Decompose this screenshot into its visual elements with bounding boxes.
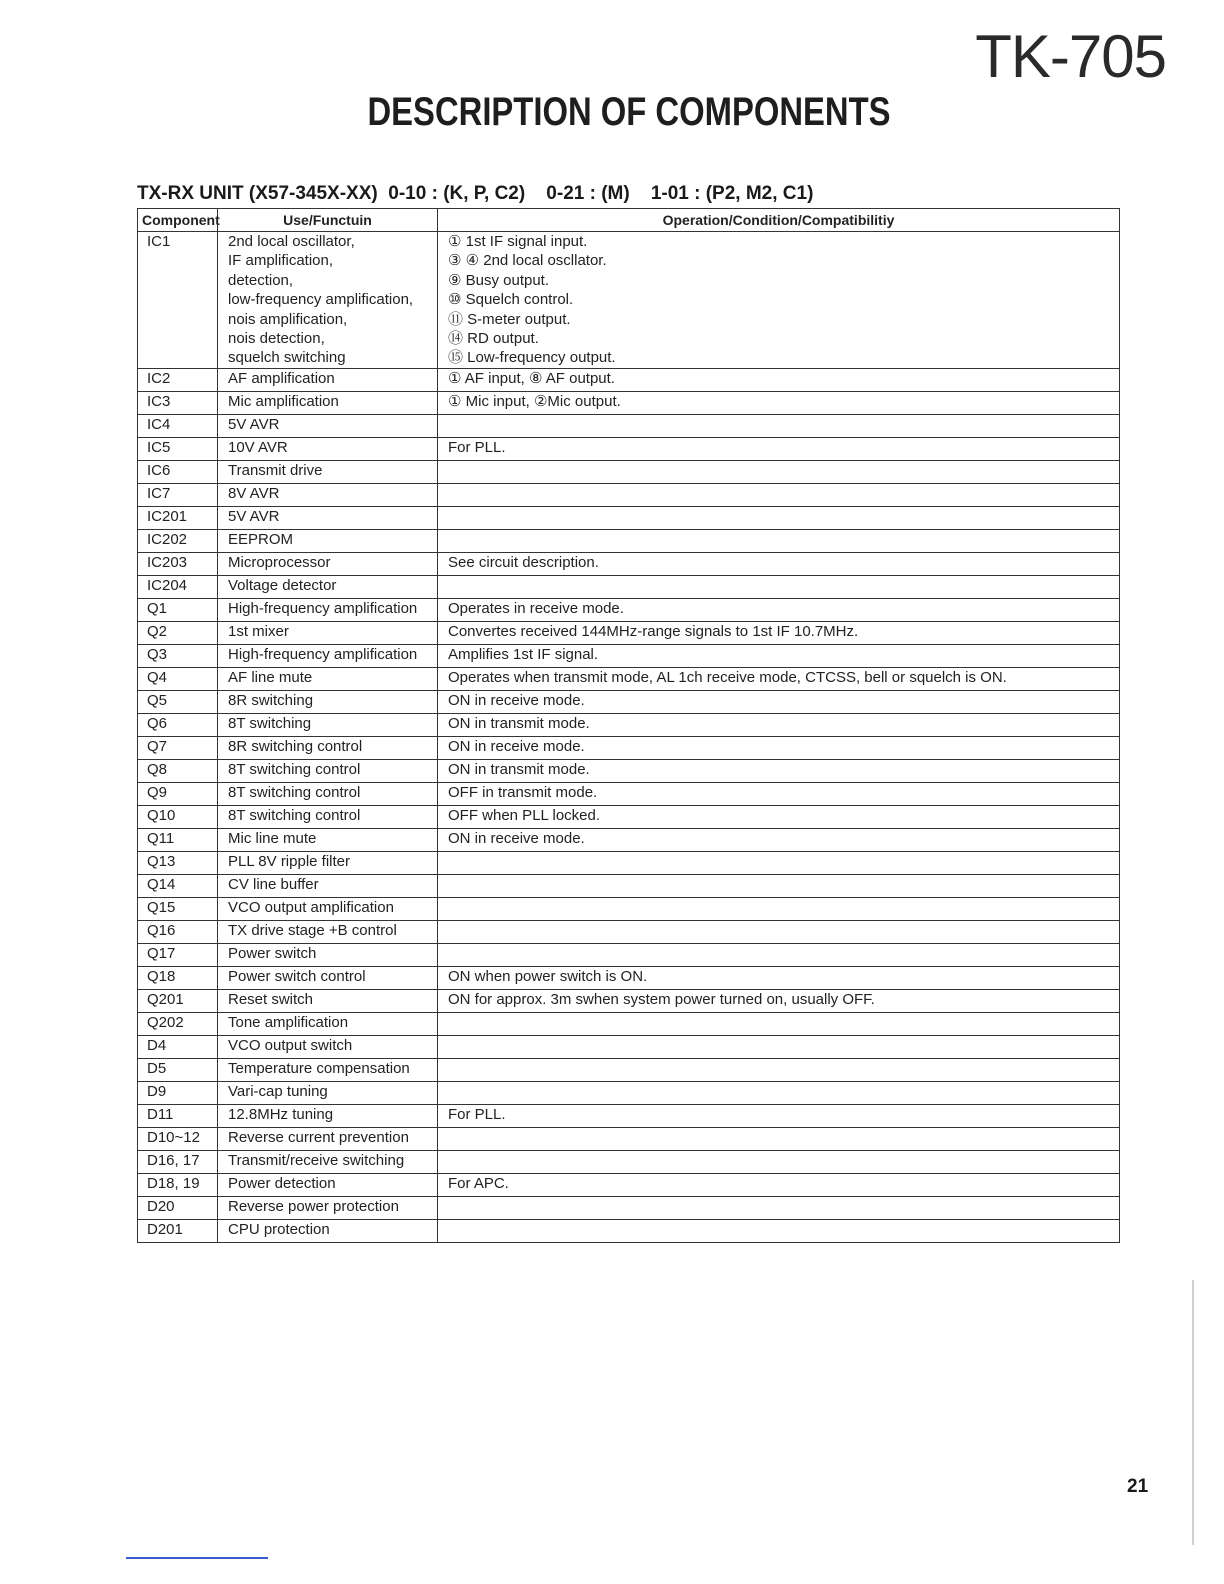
operation-cell	[438, 1012, 1120, 1035]
component-cell: D9	[138, 1081, 218, 1104]
table-row	[138, 713, 1120, 736]
use-line: squelch switching	[228, 349, 346, 367]
use-cell	[218, 828, 438, 851]
component-cell: IC1	[138, 232, 218, 369]
component-cell: IC203	[138, 552, 218, 575]
component-cell: Q11	[138, 828, 218, 851]
operation-line: See circuit description.	[448, 553, 599, 571]
use-cell	[218, 1150, 438, 1173]
operation-line: For APC.	[448, 1174, 509, 1192]
operation-cell	[438, 575, 1120, 598]
table-row	[138, 851, 1120, 874]
use-cell	[218, 1104, 438, 1127]
table-row	[138, 1081, 1120, 1104]
operation-cell	[438, 851, 1120, 874]
operation-cell	[438, 1127, 1120, 1150]
use-cell	[218, 897, 438, 920]
use-cell	[218, 920, 438, 943]
operation-line: For PLL.	[448, 438, 506, 456]
operation-line: For PLL.	[448, 1105, 506, 1123]
operation-cell	[438, 989, 1120, 1012]
use-line: Microprocessor	[228, 553, 331, 571]
operation-line: ① Mic input, ②Mic output.	[448, 392, 621, 410]
model-number: TK-705	[975, 23, 1166, 90]
operation-cell	[438, 736, 1120, 759]
operation-cell	[438, 460, 1120, 483]
table-row	[138, 621, 1120, 644]
operation-cell	[438, 1196, 1120, 1219]
table-row	[138, 667, 1120, 690]
operation-cell	[438, 1104, 1120, 1127]
operation-line: Operates when transmit mode, AL 1ch receive mode, CTCSS, bell or squelch is ON.	[448, 668, 1007, 686]
page-title: DESCRIPTION OF COMPONENTS	[367, 90, 891, 134]
operation-cell	[438, 621, 1120, 644]
use-line: 8R switching	[228, 691, 314, 709]
use-cell	[218, 1081, 438, 1104]
operation-cell	[438, 1081, 1120, 1104]
table-row	[138, 1104, 1120, 1127]
component-cell: Q8	[138, 759, 218, 782]
operation-cell	[438, 368, 1120, 391]
operation-cell	[438, 644, 1120, 667]
table-body	[138, 232, 1120, 1243]
component-cell: D4	[138, 1035, 218, 1058]
operation-line: ⑩ Squelch control.	[448, 291, 574, 309]
use-cell	[218, 759, 438, 782]
operation-line: Convertes received 144MHz-range signals to 1st IF 10.7MHz.	[448, 622, 859, 640]
operation-cell	[438, 782, 1120, 805]
use-line: 1st mixer	[228, 622, 289, 640]
use-cell	[218, 736, 438, 759]
operation-line: ① AF input, ⑧ AF output.	[448, 369, 615, 387]
use-line: 2nd local oscillator,	[228, 233, 355, 250]
component-cell: IC204	[138, 575, 218, 598]
use-line: 8T switching	[228, 714, 312, 732]
use-line: CV line buffer	[228, 875, 319, 893]
use-cell	[218, 1173, 438, 1196]
table-row	[138, 782, 1120, 805]
use-cell	[218, 598, 438, 621]
component-cell: Q15	[138, 897, 218, 920]
operation-cell	[438, 232, 1120, 369]
use-line: 8T switching control	[228, 760, 361, 778]
column-header-use: Use/Functuin	[218, 209, 438, 232]
use-line: 8V AVR	[228, 484, 280, 502]
component-cell: D20	[138, 1196, 218, 1219]
table-row	[138, 805, 1120, 828]
page-number: 21	[1127, 1476, 1149, 1497]
use-line: High-frequency amplification	[228, 645, 418, 663]
use-line: 5V AVR	[228, 415, 280, 433]
component-cell: IC6	[138, 460, 218, 483]
operation-line: ON for approx. 3m swhen system power turned on, usually OFF.	[448, 990, 875, 1008]
component-cell: Q14	[138, 874, 218, 897]
operation-line: OFF in transmit mode.	[448, 783, 598, 801]
table-row	[138, 529, 1120, 552]
use-cell	[218, 667, 438, 690]
use-line: Reset switch	[228, 990, 314, 1008]
operation-cell	[438, 759, 1120, 782]
component-cell: D18, 19	[138, 1173, 218, 1196]
component-cell: Q4	[138, 667, 218, 690]
use-cell	[218, 1219, 438, 1242]
component-cell: IC3	[138, 391, 218, 414]
component-cell: IC4	[138, 414, 218, 437]
use-cell	[218, 805, 438, 828]
component-cell: Q18	[138, 966, 218, 989]
operation-line: ⑨ Busy output.	[448, 271, 550, 289]
table-row	[138, 1058, 1120, 1081]
table-row	[138, 943, 1120, 966]
use-cell	[218, 483, 438, 506]
use-cell	[218, 506, 438, 529]
table-row	[138, 1012, 1120, 1035]
operation-line: ③ ④ 2nd local oscllator.	[448, 252, 607, 270]
use-cell	[218, 391, 438, 414]
table-row	[138, 414, 1120, 437]
component-cell: D5	[138, 1058, 218, 1081]
table-row	[138, 644, 1120, 667]
operation-cell	[438, 483, 1120, 506]
table-row	[138, 874, 1120, 897]
use-line: 8R switching control	[228, 737, 363, 755]
table-row	[138, 1150, 1120, 1173]
component-cell: Q6	[138, 713, 218, 736]
table-row	[138, 460, 1120, 483]
operation-cell	[438, 552, 1120, 575]
table-row	[138, 966, 1120, 989]
margin-rule	[1192, 1280, 1194, 1545]
unit-heading: TX-RX UNIT (X57-345X-XX) 0-10 : (K, P, C2) 0-21 : (M) 1-01 : (P2, M2, C1)	[137, 183, 814, 204]
component-cell: D11	[138, 1104, 218, 1127]
bottom-link-rule	[126, 1557, 268, 1559]
component-cell: D16, 17	[138, 1150, 218, 1173]
table-row	[138, 368, 1120, 391]
operation-cell	[438, 943, 1120, 966]
component-cell: Q5	[138, 690, 218, 713]
use-line: VCO output amplification	[228, 898, 394, 916]
table-row	[138, 437, 1120, 460]
use-line: Transmit drive	[228, 461, 323, 479]
table-row	[138, 920, 1120, 943]
use-line: low-frequency amplification,	[228, 291, 414, 309]
table-row	[138, 598, 1120, 621]
use-line: detection,	[228, 271, 294, 289]
component-cell: Q201	[138, 989, 218, 1012]
use-line: Power switch	[228, 944, 317, 962]
component-cell: Q17	[138, 943, 218, 966]
use-line: AF amplification	[228, 369, 335, 387]
use-line: IF amplification,	[228, 252, 334, 270]
operation-cell	[438, 805, 1120, 828]
use-line: Voltage detector	[228, 576, 337, 594]
use-line: nois amplification,	[228, 310, 348, 328]
use-line: Vari-cap tuning	[228, 1082, 328, 1100]
use-cell	[218, 414, 438, 437]
table-row	[138, 483, 1120, 506]
table-row	[138, 897, 1120, 920]
table-row	[138, 828, 1120, 851]
table-row	[138, 1219, 1120, 1242]
use-line: Tone amplification	[228, 1013, 349, 1031]
operation-cell	[438, 437, 1120, 460]
operation-cell	[438, 506, 1120, 529]
components-table	[137, 208, 1120, 1243]
use-line: 5V AVR	[228, 507, 280, 525]
use-cell	[218, 621, 438, 644]
table-header-row	[138, 209, 1120, 232]
use-line: 12.8MHz tuning	[228, 1105, 334, 1123]
use-line: Power detection	[228, 1174, 336, 1192]
use-cell	[218, 552, 438, 575]
use-cell	[218, 874, 438, 897]
component-cell: Q3	[138, 644, 218, 667]
component-cell: Q16	[138, 920, 218, 943]
use-line: nois detection,	[228, 330, 325, 348]
use-cell	[218, 575, 438, 598]
table-row	[138, 1127, 1120, 1150]
component-cell: Q13	[138, 851, 218, 874]
operation-line: Amplifies 1st IF signal.	[448, 645, 599, 663]
operation-line: OFF when PLL locked.	[448, 806, 601, 824]
use-cell	[218, 690, 438, 713]
use-cell	[218, 529, 438, 552]
use-cell	[218, 989, 438, 1012]
component-cell: D10~12	[138, 1127, 218, 1150]
operation-line: ON in transmit mode.	[448, 714, 590, 732]
component-cell: IC202	[138, 529, 218, 552]
use-line: Reverse power protection	[228, 1197, 399, 1215]
table-row	[138, 1173, 1120, 1196]
use-line: 8T switching control	[228, 806, 361, 824]
operation-line: ON in transmit mode.	[448, 760, 590, 778]
column-header-component: Component	[138, 209, 218, 232]
operation-cell	[438, 1173, 1120, 1196]
operation-cell	[438, 1219, 1120, 1242]
operation-cell	[438, 667, 1120, 690]
component-cell: Q202	[138, 1012, 218, 1035]
table-row	[138, 989, 1120, 1012]
table-row	[138, 690, 1120, 713]
use-line: PLL 8V ripple filter	[228, 852, 351, 870]
operation-cell	[438, 414, 1120, 437]
use-line: VCO output switch	[228, 1036, 353, 1054]
component-cell: IC2	[138, 368, 218, 391]
table-row	[138, 759, 1120, 782]
operation-line: ON in receive mode.	[448, 737, 585, 755]
column-header-operation: Operation/Condition/Compatibilitiy	[438, 209, 1120, 232]
operation-cell	[438, 966, 1120, 989]
table-row	[138, 552, 1120, 575]
use-line: TX drive stage +B control	[228, 921, 397, 939]
operation-cell	[438, 1035, 1120, 1058]
use-line: Temperature compensation	[228, 1059, 410, 1077]
use-line: 8T switching control	[228, 783, 361, 801]
use-cell	[218, 644, 438, 667]
component-cell: Q7	[138, 736, 218, 759]
table-row	[138, 1035, 1120, 1058]
use-cell	[218, 1196, 438, 1219]
use-line: Power switch control	[228, 967, 366, 985]
operation-cell	[438, 897, 1120, 920]
use-cell	[218, 437, 438, 460]
use-cell	[218, 966, 438, 989]
use-cell	[218, 368, 438, 391]
table-row	[138, 736, 1120, 759]
use-line: EEPROM	[228, 530, 294, 548]
operation-line: Operates in receive mode.	[448, 599, 624, 617]
use-cell	[218, 460, 438, 483]
component-cell: Q9	[138, 782, 218, 805]
use-cell	[218, 232, 438, 369]
operation-cell	[438, 874, 1120, 897]
operation-cell	[438, 1058, 1120, 1081]
table-row	[138, 391, 1120, 414]
operation-cell	[438, 690, 1120, 713]
operation-line: ⑭ RD output.	[448, 330, 539, 348]
use-cell	[218, 1035, 438, 1058]
use-line: Mic amplification	[228, 392, 339, 410]
use-cell	[218, 1127, 438, 1150]
component-cell: Q10	[138, 805, 218, 828]
operation-line: ON in receive mode.	[448, 829, 585, 847]
use-cell	[218, 782, 438, 805]
operation-cell	[438, 391, 1120, 414]
operation-line: ON when power switch is ON.	[448, 967, 648, 985]
component-cell: Q1	[138, 598, 218, 621]
component-cell: IC5	[138, 437, 218, 460]
use-cell	[218, 1012, 438, 1035]
table-row	[138, 232, 1120, 369]
operation-cell	[438, 598, 1120, 621]
operation-cell	[438, 529, 1120, 552]
operation-cell	[438, 920, 1120, 943]
use-line: 10V AVR	[228, 438, 288, 456]
component-cell: D201	[138, 1219, 218, 1242]
use-cell	[218, 1058, 438, 1081]
operation-cell	[438, 828, 1120, 851]
component-cell: IC7	[138, 483, 218, 506]
component-cell: Q2	[138, 621, 218, 644]
operation-line: ⑮ Low-frequency output.	[448, 349, 616, 367]
use-line: AF line mute	[228, 668, 313, 686]
use-line: Mic line mute	[228, 829, 317, 847]
table-row	[138, 575, 1120, 598]
operation-cell	[438, 713, 1120, 736]
operation-line: ⑪ S-meter output.	[448, 310, 571, 328]
component-cell: IC201	[138, 506, 218, 529]
use-line: CPU protection	[228, 1220, 330, 1238]
use-line: Reverse current prevention	[228, 1128, 409, 1146]
operation-line: ON in receive mode.	[448, 691, 585, 709]
use-cell	[218, 943, 438, 966]
operation-cell	[438, 1150, 1120, 1173]
operation-line: ① 1st IF signal input.	[448, 233, 588, 250]
use-cell	[218, 713, 438, 736]
use-line: High-frequency amplification	[228, 599, 418, 617]
table-row	[138, 506, 1120, 529]
table-row	[138, 1196, 1120, 1219]
use-cell	[218, 851, 438, 874]
use-line: Transmit/receive switching	[228, 1151, 405, 1169]
